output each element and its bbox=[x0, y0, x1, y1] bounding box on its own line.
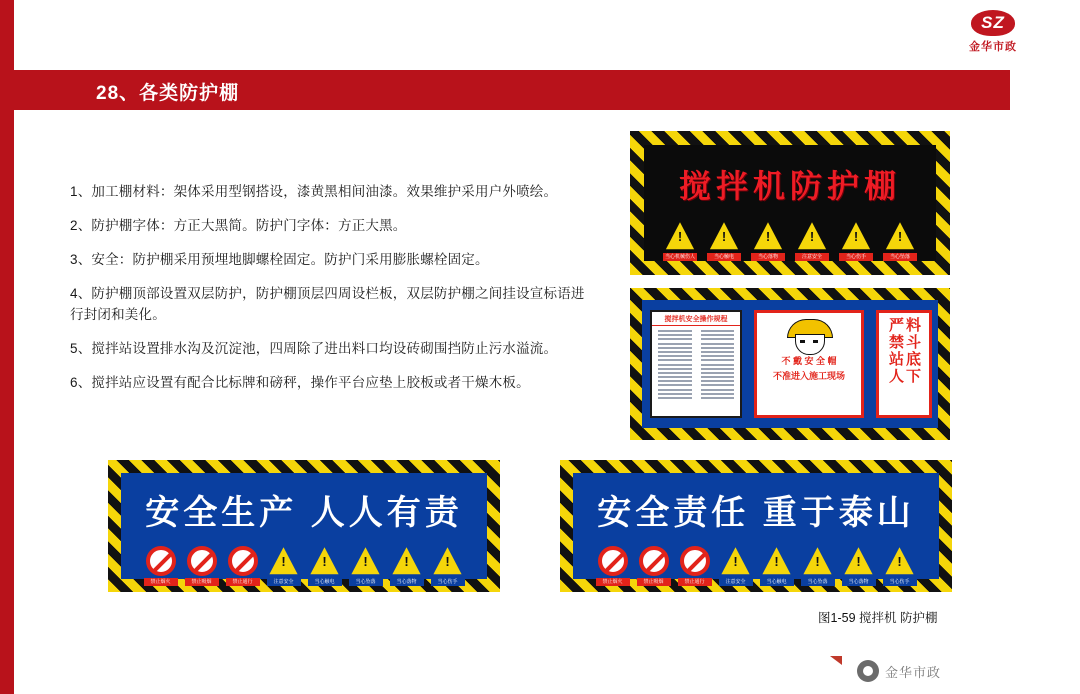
prohibition-icon bbox=[146, 546, 176, 576]
pictogram-label: 禁止吸烟 bbox=[185, 578, 219, 586]
pictogram bbox=[842, 546, 876, 586]
pictogram-label: 当心伤手 bbox=[839, 253, 873, 261]
pictogram-label: 当心坠落 bbox=[801, 578, 835, 586]
board-rules bbox=[630, 288, 950, 440]
helmet-warning-line1: 不 戴 安 全 帽 bbox=[781, 356, 837, 366]
warning-triangle-icon bbox=[433, 546, 463, 576]
prohibition-icon bbox=[228, 546, 258, 576]
vertical-warning-right: 严禁站人 bbox=[887, 317, 904, 385]
board-title: 安全生产 人人有责 bbox=[145, 494, 463, 532]
pictogram-label: 禁止通行 bbox=[226, 578, 260, 586]
helmet-warning-line2: 不准进入施工现场 bbox=[772, 371, 845, 381]
pictogram bbox=[596, 546, 630, 586]
pictogram bbox=[883, 546, 917, 586]
pictogram-row bbox=[573, 546, 939, 586]
warning-triangle-icon bbox=[351, 546, 381, 576]
pictogram bbox=[349, 546, 383, 586]
board-face bbox=[642, 300, 938, 428]
pictogram bbox=[267, 546, 301, 586]
pictogram bbox=[707, 221, 741, 261]
pictogram bbox=[678, 546, 712, 586]
warning-triangle-icon bbox=[844, 546, 874, 576]
body-item: 1、加工棚材料：架体采用型钢搭设，漆黄黑相间油漆。效果维护采用户外喷绘。 bbox=[70, 184, 558, 199]
board-safety-production bbox=[108, 460, 500, 592]
panel-operating-rules bbox=[650, 310, 742, 418]
panel-title: 搅拌机安全操作规程 bbox=[652, 312, 740, 326]
pictogram bbox=[144, 546, 178, 586]
warning-triangle-icon bbox=[885, 221, 915, 251]
pictogram bbox=[663, 221, 697, 261]
prohibition-icon bbox=[680, 546, 710, 576]
prohibition-icon bbox=[639, 546, 669, 576]
pictogram-label: 当心触电 bbox=[707, 253, 741, 261]
body-item: 3、安全：防护棚采用预埋地脚螺栓固定。防护门采用膨胀螺栓固定。 bbox=[70, 251, 489, 267]
pictogram-label: 当心落物 bbox=[751, 253, 785, 261]
warning-triangle-icon bbox=[797, 221, 827, 251]
warning-triangle-icon bbox=[803, 546, 833, 576]
body-text-list bbox=[70, 182, 590, 406]
pictogram-label: 注意安全 bbox=[795, 253, 829, 261]
body-item: 2、防护棚字体：方正大黑简。防护门字体：方正大黑。 bbox=[70, 217, 407, 233]
board-face bbox=[644, 145, 936, 261]
hard-hat-worker-icon bbox=[783, 319, 835, 353]
board-face bbox=[121, 473, 487, 585]
body-item: 4、防护棚顶部设置双层防护，防护棚顶层四周设栏板，双层防护棚之间挂设宣标语进行封闭和美化。 bbox=[70, 285, 585, 322]
pictogram bbox=[719, 546, 753, 586]
logo-text: 金华市政 bbox=[969, 41, 1017, 53]
pictogram bbox=[751, 221, 785, 261]
pictogram-label: 当心落物 bbox=[842, 578, 876, 586]
board-title: 安全责任 重于泰山 bbox=[597, 494, 915, 532]
rules-column bbox=[655, 328, 695, 403]
pictogram-label: 当心触电 bbox=[760, 578, 794, 586]
pictogram-label: 当心机械伤人 bbox=[664, 254, 695, 260]
warning-triangle-icon bbox=[762, 546, 792, 576]
board-title: 搅拌机防护棚 bbox=[678, 168, 901, 204]
pictogram bbox=[431, 546, 465, 586]
pictogram bbox=[795, 221, 829, 261]
panel-vertical-warning bbox=[876, 310, 932, 418]
watermark-text: 金华市政 bbox=[885, 664, 942, 680]
warning-triangle-icon bbox=[885, 546, 915, 576]
board-safety-responsibility bbox=[560, 460, 952, 592]
arrow-marker-icon bbox=[830, 656, 842, 665]
pictogram-label: 当心坠落 bbox=[349, 578, 383, 586]
prohibition-icon bbox=[598, 546, 628, 576]
page-title: 28、各类防护棚 bbox=[96, 83, 240, 104]
pictogram-label: 注意安全 bbox=[719, 578, 753, 586]
warning-triangle-icon bbox=[310, 546, 340, 576]
pictogram-label: 禁止吸烟 bbox=[637, 578, 671, 586]
company-logo bbox=[948, 10, 1038, 56]
pictogram bbox=[801, 546, 835, 586]
pictogram-label: 当心坠落 bbox=[883, 253, 917, 261]
pictogram bbox=[390, 546, 424, 586]
watermark-logo-icon bbox=[857, 660, 879, 682]
body-item: 6、搅拌站应设置有配合比标牌和磅秤，操作平台应垫上胶板或者干燥木板。 bbox=[70, 374, 530, 390]
warning-triangle-icon bbox=[721, 546, 751, 576]
pictogram-row bbox=[121, 546, 487, 586]
figure-caption: 图1-59 搅拌机 防护棚 bbox=[818, 611, 938, 625]
warning-triangle-icon bbox=[392, 546, 422, 576]
warning-triangle-icon bbox=[753, 221, 783, 251]
warning-triangle-icon bbox=[841, 221, 871, 251]
pictogram-row bbox=[644, 221, 936, 261]
vertical-warning-left: 料斗底下 bbox=[904, 317, 921, 385]
pictogram-label: 注意安全 bbox=[267, 578, 301, 586]
pictogram bbox=[883, 221, 917, 261]
board-mixer-shed bbox=[630, 131, 950, 275]
pictogram bbox=[226, 546, 260, 586]
warning-triangle-icon bbox=[709, 221, 739, 251]
pictogram bbox=[760, 546, 794, 586]
footer-watermark bbox=[857, 660, 941, 682]
pictogram-label: 当心伤手 bbox=[883, 578, 917, 586]
pictogram-label: 当心伤手 bbox=[431, 578, 465, 586]
pictogram-label: 禁止烟火 bbox=[596, 578, 630, 586]
pictogram-label: 禁止通行 bbox=[678, 578, 712, 586]
pictogram-label: 禁止烟火 bbox=[144, 578, 178, 586]
warning-triangle-icon bbox=[269, 546, 299, 576]
pictogram-label: 当心触电 bbox=[308, 578, 342, 586]
warning-triangle-icon bbox=[665, 221, 695, 251]
pictogram-label: 当心落物 bbox=[390, 578, 424, 586]
pictogram bbox=[637, 546, 671, 586]
panel-helmet-warning bbox=[754, 310, 864, 418]
pictogram bbox=[308, 546, 342, 586]
prohibition-icon bbox=[187, 546, 217, 576]
pictogram bbox=[185, 546, 219, 586]
logo-mark: SZ bbox=[971, 10, 1015, 36]
board-face bbox=[573, 473, 939, 585]
rules-text-block bbox=[652, 326, 740, 405]
rules-column bbox=[698, 328, 738, 403]
body-item: 5、搅拌站设置排水沟及沉淀池，四周除了进出料口均设砖砌围挡防止污水溢流。 bbox=[70, 340, 558, 356]
pictogram bbox=[839, 221, 873, 261]
